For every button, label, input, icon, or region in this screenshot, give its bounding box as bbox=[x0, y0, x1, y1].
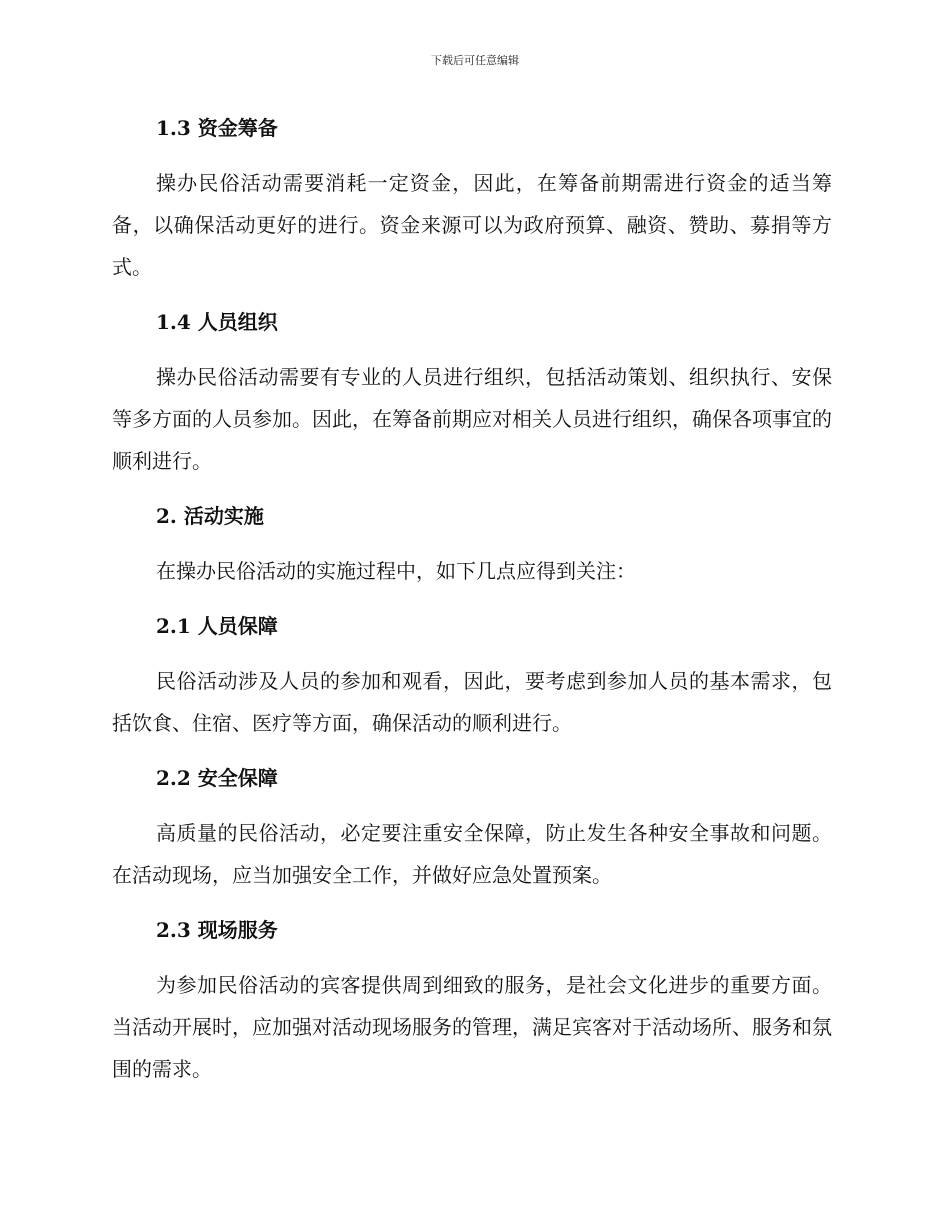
page-header: 下载后可任意编辑 bbox=[431, 54, 519, 67]
section-heading: 2.2 安全保障 bbox=[156, 766, 278, 790]
section-2 bbox=[112, 496, 832, 592]
section-1-4 bbox=[112, 302, 832, 482]
section-2-2 bbox=[112, 758, 832, 896]
section-heading: 1.4 人员组织 bbox=[156, 310, 278, 334]
section-1-3 bbox=[112, 108, 832, 288]
section-paragraph: 高质量的民俗活动，必定要注重安全保障，防止发生各种安全事故和问题。在活动现场，应当加强安全工作，并做好应急处置预案。 bbox=[112, 821, 832, 887]
section-heading: 2.3 现场服务 bbox=[156, 918, 278, 942]
document-body bbox=[112, 108, 832, 1090]
section-heading: 1.3 资金筹备 bbox=[156, 116, 278, 140]
section-paragraph: 民俗活动涉及人员的参加和观看，因此，要考虑到参加人员的基本需求，包括饮食、住宿、医疗等方面，确保活动的顺利进行。 bbox=[112, 669, 832, 735]
section-paragraph: 在操办民俗活动的实施过程中，如下几点应得到关注： bbox=[156, 559, 636, 583]
section-heading: 2.1 人员保障 bbox=[156, 614, 278, 638]
section-2-3 bbox=[112, 910, 832, 1090]
section-2-1 bbox=[112, 606, 832, 744]
section-heading: 2. 活动实施 bbox=[156, 504, 264, 528]
section-paragraph: 为参加民俗活动的宾客提供周到细致的服务，是社会文化进步的重要方面。当活动开展时，应加强对活动现场服务的管理，满足宾客对于活动场所、服务和氛围的需求。 bbox=[112, 973, 832, 1081]
section-paragraph: 操办民俗活动需要有专业的人员进行组织，包括活动策划、组织执行、安保等多方面的人员参加。因此，在筹备前期应对相关人员进行组织，确保各项事宜的顺利进行。 bbox=[112, 365, 832, 473]
section-paragraph: 操办民俗活动需要消耗一定资金，因此，在筹备前期需进行资金的适当筹备，以确保活动更好的进行。资金来源可以为政府预算、融资、赞助、募捐等方式。 bbox=[112, 171, 832, 279]
